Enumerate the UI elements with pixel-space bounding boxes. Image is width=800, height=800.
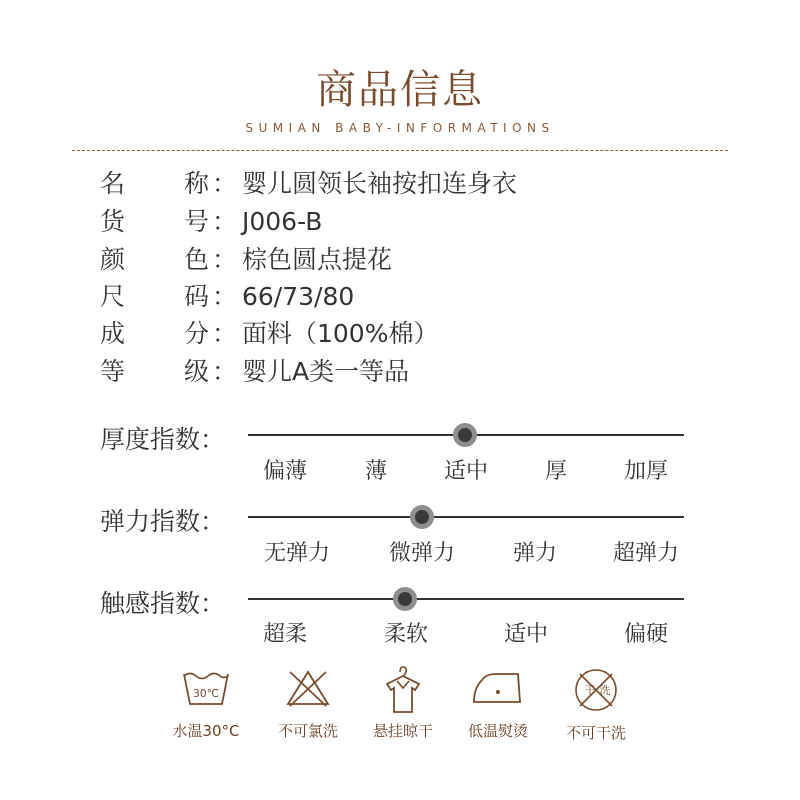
info-colon: ： [212, 245, 238, 274]
care-hang-dry [353, 664, 453, 741]
care-no-dry-clean [546, 664, 646, 743]
care-low-iron [448, 664, 548, 741]
info-value: 棕色圆点提花 [242, 245, 393, 274]
info-label: 称 [184, 169, 210, 198]
touch-option: 超柔 [262, 622, 308, 647]
touch-scale-label: 触感指数： [100, 589, 226, 618]
thickness-option: 加厚 [623, 459, 669, 484]
info-label: 尺 [100, 282, 126, 311]
elasticity-option: 微弹力 [388, 541, 456, 566]
elasticity-scale-knob [410, 505, 434, 529]
page-subtitle: SUMIAN BABY-INFORMATIONS [245, 121, 555, 135]
svg-text:干: 干 [584, 684, 596, 697]
care-label: 不可氯洗 [277, 722, 338, 740]
info-label: 分 [184, 319, 210, 348]
care-label: 不可干洗 [565, 724, 626, 742]
svg-text:30℃: 30℃ [192, 687, 220, 700]
elasticity-option: 弹力 [512, 541, 558, 566]
touch-option: 适中 [503, 622, 549, 647]
info-label: 货 [100, 207, 126, 236]
dashed-divider [72, 150, 728, 151]
thickness-scale-label: 厚度指数： [100, 425, 226, 454]
svg-text:洗: 洗 [599, 684, 611, 697]
info-colon: ： [212, 357, 238, 386]
care-wash-30 [156, 664, 256, 741]
touch-option: 柔软 [383, 622, 429, 647]
thickness-option: 适中 [443, 459, 489, 484]
elasticity-scale-track [248, 516, 684, 518]
info-value: 面料（100%棉） [242, 319, 439, 348]
elasticity-scale-label: 弹力指数： [100, 507, 226, 536]
info-value: 婴儿圆领长袖按扣连身衣 [242, 169, 518, 198]
info-colon: ： [212, 207, 238, 236]
no-bleach-icon [280, 664, 336, 712]
info-colon: ： [212, 282, 238, 311]
info-label: 色 [184, 245, 210, 274]
thickness-scale-knob [453, 423, 477, 447]
info-value: 婴儿A类一等品 [242, 357, 410, 386]
info-label: 级 [184, 357, 210, 386]
info-label: 颜 [100, 245, 126, 274]
info-value: 66/73/80 [242, 282, 355, 311]
care-label: 水温30°C [172, 722, 240, 740]
info-colon: ： [212, 169, 238, 198]
info-label: 成 [100, 319, 126, 348]
thickness-option: 薄 [364, 459, 388, 484]
care-label: 悬挂晾干 [372, 722, 433, 740]
page-title: 商品信息 [316, 67, 484, 113]
thickness-option: 偏薄 [262, 459, 308, 484]
care-no-bleach [258, 664, 358, 741]
elasticity-option: 超弹力 [612, 541, 680, 566]
info-label: 名 [100, 169, 126, 198]
touch-scale-track [248, 598, 684, 600]
low-iron-icon [468, 664, 528, 712]
hang-dry-icon [375, 664, 431, 716]
touch-scale-knob [393, 587, 417, 611]
care-label: 低温熨烫 [467, 722, 528, 740]
info-label: 号 [184, 207, 210, 236]
info-colon: ： [212, 319, 238, 348]
thickness-option: 厚 [544, 459, 568, 484]
wash-30-icon [178, 664, 234, 712]
no-dry-clean-icon [568, 664, 624, 716]
info-label: 码 [184, 282, 210, 311]
info-label: 等 [100, 357, 126, 386]
touch-option: 偏硬 [623, 622, 669, 647]
info-value: J006-B [242, 207, 323, 236]
elasticity-option: 无弹力 [263, 541, 331, 566]
